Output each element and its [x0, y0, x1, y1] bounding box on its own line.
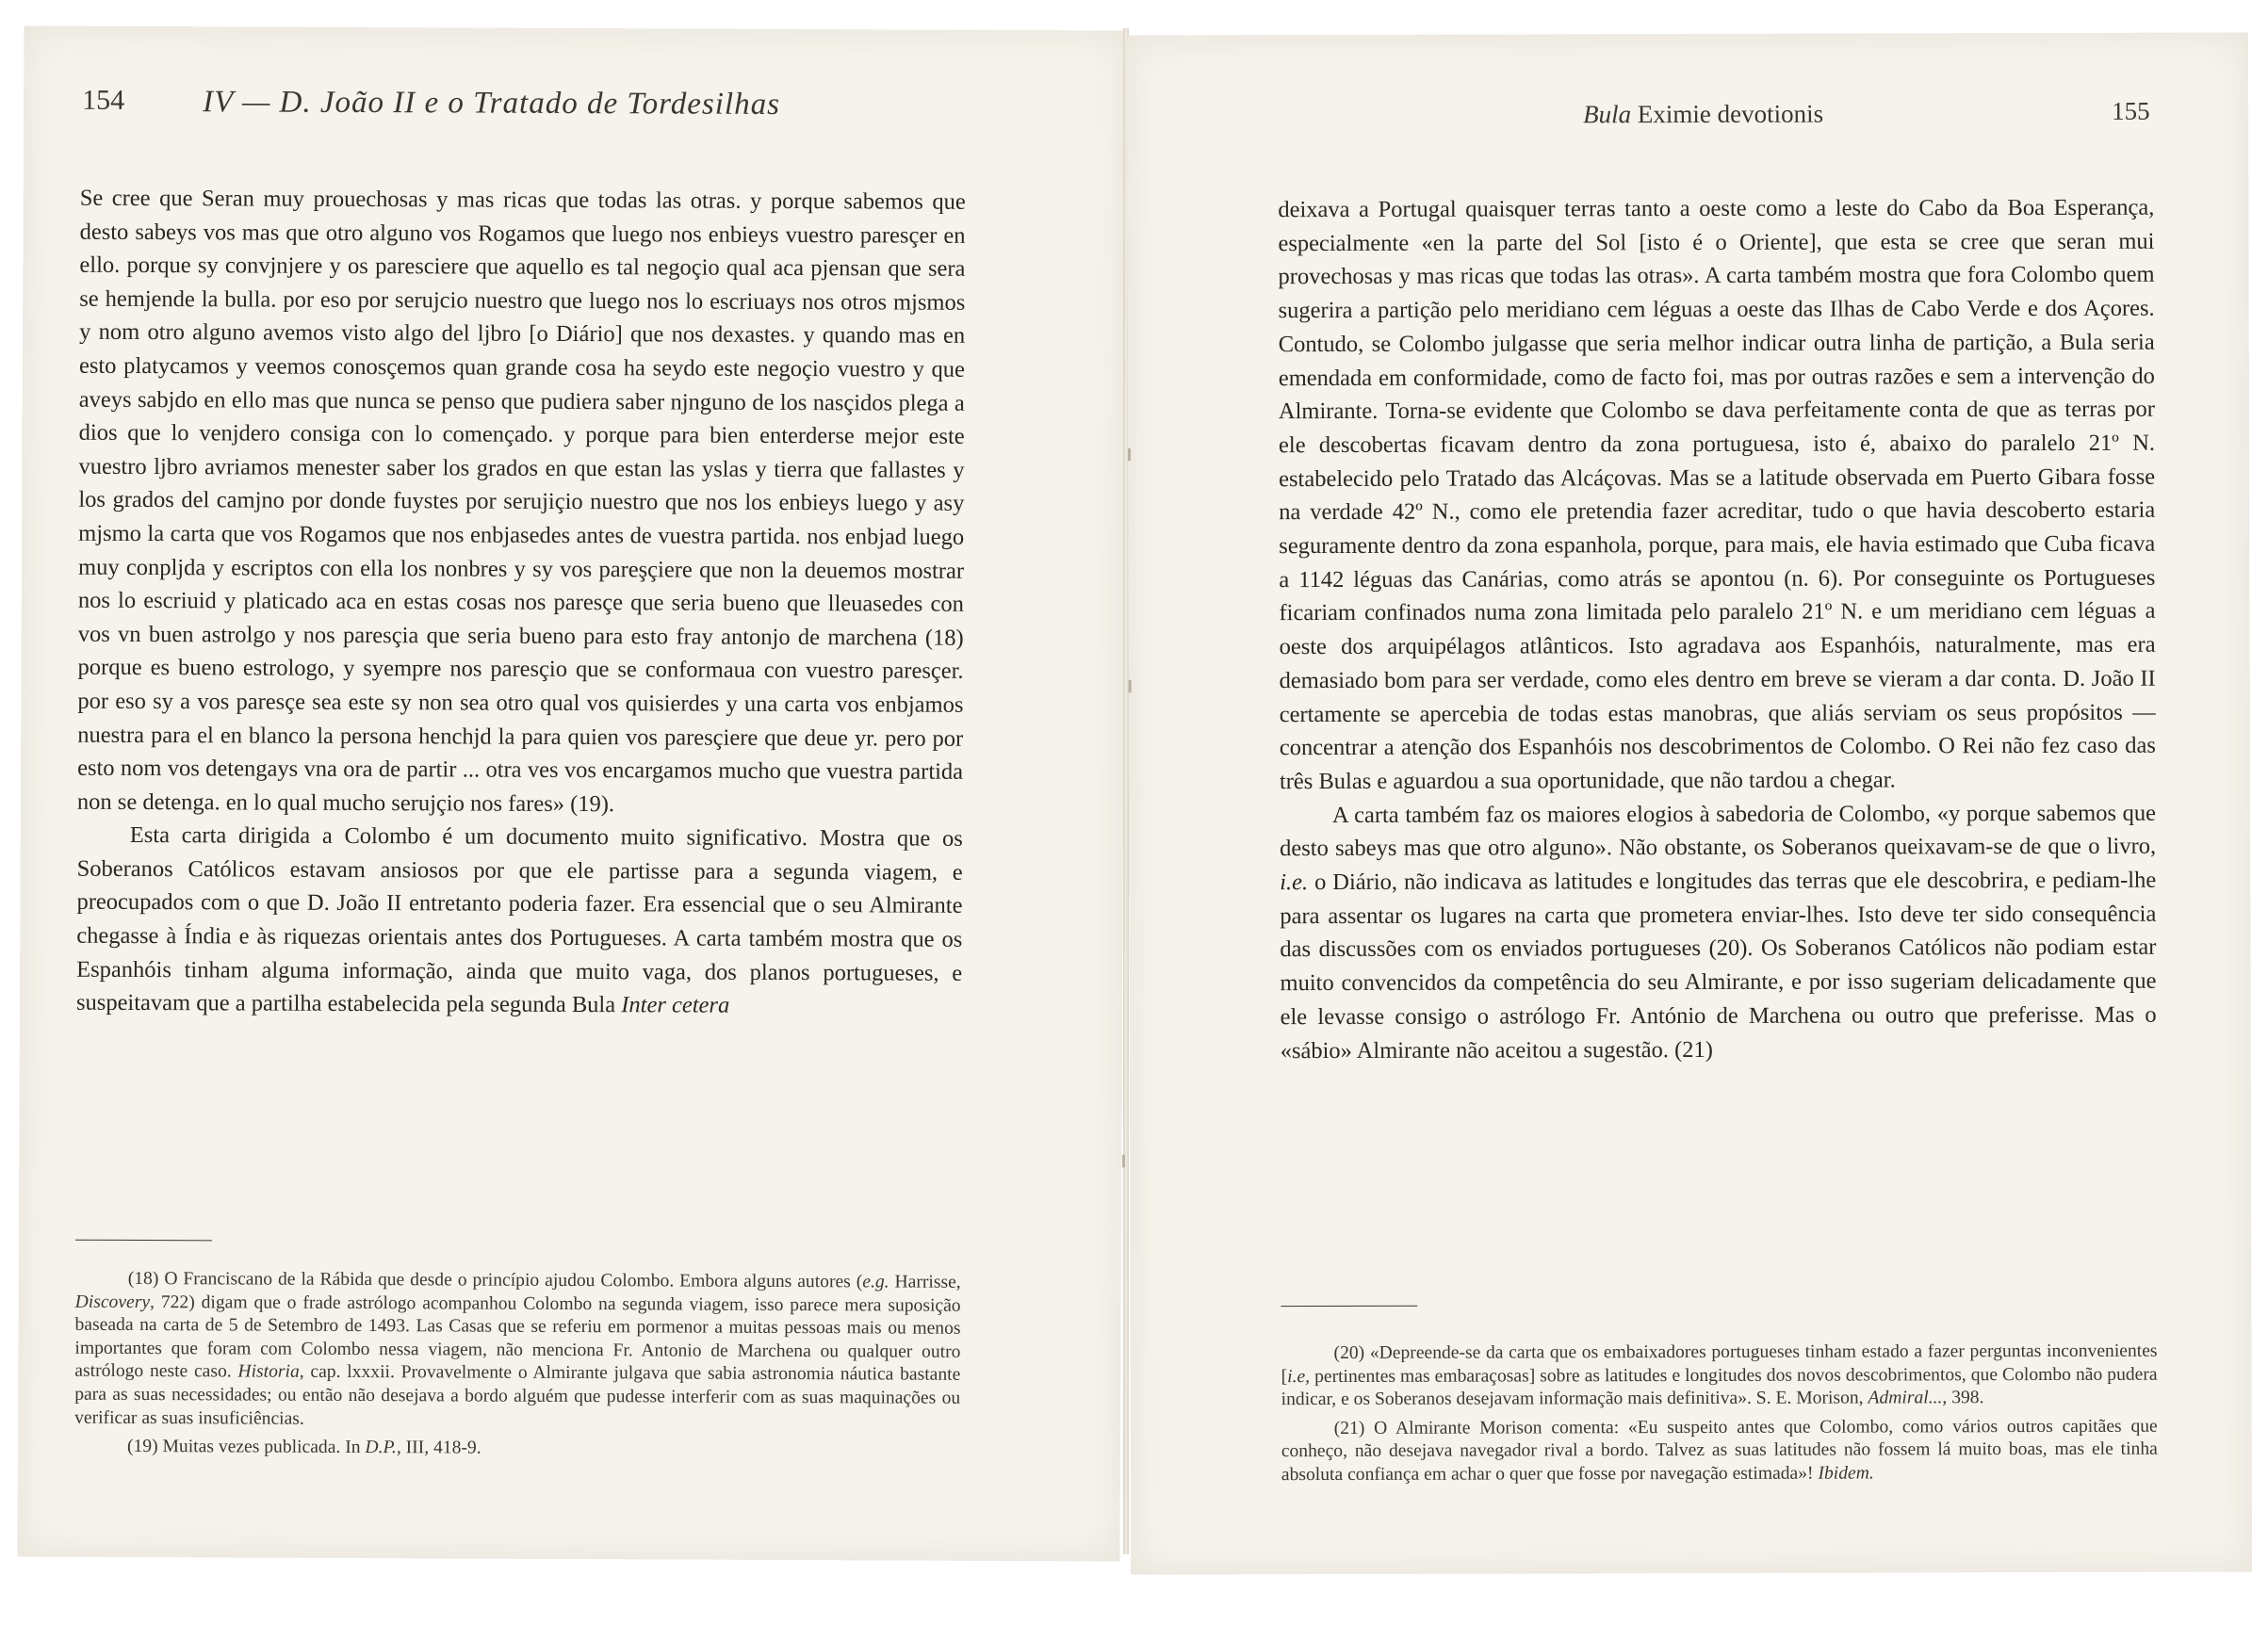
footnote-18	[74, 1268, 961, 1434]
right-page	[1127, 32, 2252, 1574]
left-page	[17, 25, 1126, 1561]
footnote-marker: (18)	[127, 1268, 159, 1290]
footnote-20	[1281, 1341, 2157, 1412]
footnote-italic: Historia	[237, 1361, 300, 1383]
running-title: IV — D. João II e o Tratado de Tordesilhas	[203, 85, 781, 122]
footnotes	[1281, 1341, 2157, 1493]
footnote-marker: (19)	[126, 1437, 158, 1457]
footnote-text: «Depreende-se da carta que os embaixadores portugueses tinham estado a fazer perguntas inconvenientes [	[1281, 1341, 2158, 1387]
paper-speck	[1128, 448, 1131, 462]
footnote-text: , cap. lxxxii. Provavelmente o Almirante julgava que sabia astronomia náutica bastante para as suas necessidades; ou então não desejava a bordo alguém que pudesse interferir com as suas maquinações ou verificar as suas insuficiências.	[74, 1362, 961, 1429]
footnote-text: , III, 418-9.	[396, 1438, 481, 1458]
footnote-text: pertinentes mas embaraçosas] sobre as latitudes e longitudes dos novos descobrimentos, que Colombo não pudera indicar, e os Soberanos desejavam informação mais definitiva». S. E. Morison,	[1281, 1364, 2158, 1410]
footnote-text: , 722) digam que o frade astrólogo acompanhou Colombo na segunda viagem, isso parece mera suposição baseada na carta de 5 de Setembro de 1493. Las Casas que se referiu em pormenor a muitas pessoas mais ou menos importantes que foram com Colombo nessa viagem, não menciona Fr. Antonio de Marchena ou qualquer outro astrólogo neste caso.	[74, 1292, 961, 1382]
running-title	[1583, 100, 1823, 130]
paragraph-text: A carta também faz os maiores elogios à sabedoria de Colombo, «y porque sabemos que desto sabeys mas que otro alguno». Não obstante, os Soberanos queixavam-se de que o livro,	[1280, 800, 2157, 862]
paper-speck	[1129, 680, 1132, 693]
page-number: 154	[82, 84, 125, 116]
paragraph: deixava a Portugal quaisquer terras tanto a oeste como a leste do Cabo da Boa Esperança, especialmente «en la parte del Sol [isto é o Oriente], que esta se cree que seran mui provechosas y mas ricas que todas las otras». A carta também mostra que fora Colombo quem sugerira a partição pelo meridiano cem léguas a oeste das Ilhas de Cabo Verde e dos Açores. Contudo, se Colombo julgasse que seria melhor indicar outra linha de partição, a Bula seria emendada em conformidade, como de facto foi, mas por outras razões e sem a intervenção do Almirante. Torna-se evidente que Colombo se dava perfeitamente conta de que as terras por ele descobertas ficavam dentro da zona portuguesa, isto é, abaixo do paralelo 21º N. estabelecido pelo Tratado das Alcáçovas. Mas se a latitude observada em Puerto Gibara fosse na verdade 42º N., como ele pretendia fazer acreditar, tudo o que havia descoberto estaria seguramente dentro da zona espanhola, porque, para mais, ele havia estimado que Cuba ficava a 1142 léguas das Canárias, como atrás se apontou (n. 6). Por conseguinte os Portugueses ficariam confinados numa zona limitada pelo paralelo 21º N. e um meridiano cem léguas a oeste dos arquipélagos atlânticos. Isto agradava aos Espanhóis, naturalmente, mas era demasiado bom para ser verdade, como eles dentro em breve se vieram a dar conta. D. João II certamente se apercebia de todas estas manobras, que aliás serviam os seus propósitos — concentrar a atenção dos Espanhóis nos descobrimentos de Colombo. O Rei não fez caso das três Bulas e aguardou a sua oportunidade, que não tardou a chegar.	[1278, 194, 2156, 795]
paragraph-text: o Diário, não indicava as latitudes e longitudes das terras que ele descobrira, e pediam-lhe para assentar os lugares na carta que prometera enviar-lhes. Isto deve ter sido consequência das discussões com os enviados portugueses (20). Os Soberanos Católicos não podiam estar muito convencidos da competência do seu Almirante, e por isso sugeriam delicadamente que ele levasse consigo o astrólogo Fr. António de Marchena ou outro que preferisse. Mas o «sábio» Almirante não aceitou a sugestão. (21)	[1280, 867, 2157, 1064]
footnote-italic: Discovery	[74, 1292, 151, 1312]
footnote-italic: Ibidem.	[1818, 1463, 1874, 1484]
italic-term: Inter cetera	[621, 992, 730, 1018]
footnote-rule	[1281, 1306, 1417, 1307]
paragraph	[1280, 796, 2157, 1067]
footnote-marker: (21)	[1333, 1418, 1365, 1438]
footnote-marker: (20)	[1333, 1342, 1365, 1363]
footnote-text: O Franciscano de la Rábida que desde o princípio ajudou Colombo. Embora alguns autores (	[164, 1269, 863, 1292]
footnote-text: Muitas vezes publicada. In	[162, 1437, 366, 1458]
page-body	[76, 182, 966, 1024]
page-number: 155	[2112, 96, 2150, 125]
paper-speck	[1122, 1155, 1125, 1168]
running-title-rest: Eximie devotionis	[1631, 99, 1824, 129]
footnote-italic: i.e,	[1287, 1366, 1311, 1387]
footnote-text: , 398.	[1942, 1388, 1984, 1408]
quoted-letter: Se cree que Seran muy prouechosas y mas ricas que todas las otras. y porque sabemos que desto sabeys vos mas que otro alguno vos Rogamos que luego nos enbieys vuestro paresçer en ello. porque sy convjnjere y os paresciere que aquello es tal negoçio qual aca pjensan que sera se hemjende la bulla. por eso por serujcio nuestro que luego nos lo escriuays nos otros mjsmos y nom otro alguno avemos visto algo del ljbro [o Diário] que nos dexastes. y quando mas en esto platycamos y veemos conosçemos quan grande cosa ha seydo este negoçio vuestro y que aveys sabjdo en ello mas que nunca se penso que pudiera saber njnguno de los nasçidos plega a dios que lo venjdero consiga con lo començado. y porque para bien enterderse mejor este vuestro ljbro avriamos menester saber los grados en que estan las yslas y tierra que fallastes y los grados del camjno por donde fuystes por serujiçio nuestro que nos los enbieys luego y asy mjsmo la carta que vos Rogamos que nos enbjasedes antes de vuestra partida. nos enbjad luego muy conpljda y escriptos con ella los nonbres y sy vos pareşçiere que non la deuemos mostrar nos lo escriuid y platicado aca en estas cosas nos paresçe que seria bueno que lleuasedes con vos vn buen astrolgo y nos paresçia que seria bueno para esto fray antonjo de marchena (18) porque es bueno estrologo, y syempre nos paresçio que se conformaua con vuestro paresçer. por eso sy a vos paresçe sea este sy non sea otro qual vos quisierdes y una carta vos enbjamos nuestra para el en blanco la persona henchjd la para quien vos paresçiere que deue yr. pero por esto nom vos detengays vna ora de partir ... otra ves vos encargamos mucho que vuestra partida non se detenga. en lo qual mucho serujçio nos fares» (19).	[76, 185, 966, 817]
footnote-italic: Admiral...	[1868, 1388, 1943, 1408]
footnotes	[74, 1268, 961, 1469]
footnote-text: O Almirante Morison comenta: «Eu suspeito antes que Colombo, como vários outros capitães que conheço, não desejava navegador rival a bordo. Talvez as suas latitudes não fossem lá muito boas, mas ele tinha absoluta confiança em achar o quer que fosse por navegação estimada»!	[1281, 1416, 2158, 1486]
footnote-italic: D.P.	[365, 1438, 397, 1458]
footnote-19	[74, 1436, 960, 1463]
italic-term: i.e.	[1280, 869, 1309, 896]
paragraph	[76, 819, 963, 1024]
page-body	[1278, 191, 2156, 1068]
footnote-text: Harrisse,	[889, 1272, 961, 1292]
running-title-italic: Bula	[1583, 100, 1632, 129]
footnote-italic: e.g.	[862, 1272, 889, 1292]
footnote-rule	[75, 1240, 212, 1242]
paragraph-text: Esta carta dirigida a Colombo é um documento muito significativo. Mostra que os Soberanos Católicos estavam ansiosos por que ele partisse para a segunda viagem, e preocupados com o que D. João II entretanto poderia fazer. Era essencial que o seu Almirante chegasse à Índia e às riquezas orientais antes dos Portugueses. A carta também mostra que os Espanhóis tinham alguma informação, ainda que muito vaga, dos planos portugueses, e suspeitavam que a partilha estabelecida pela segunda Bula	[75, 822, 963, 1018]
footnote-21	[1281, 1415, 2158, 1487]
